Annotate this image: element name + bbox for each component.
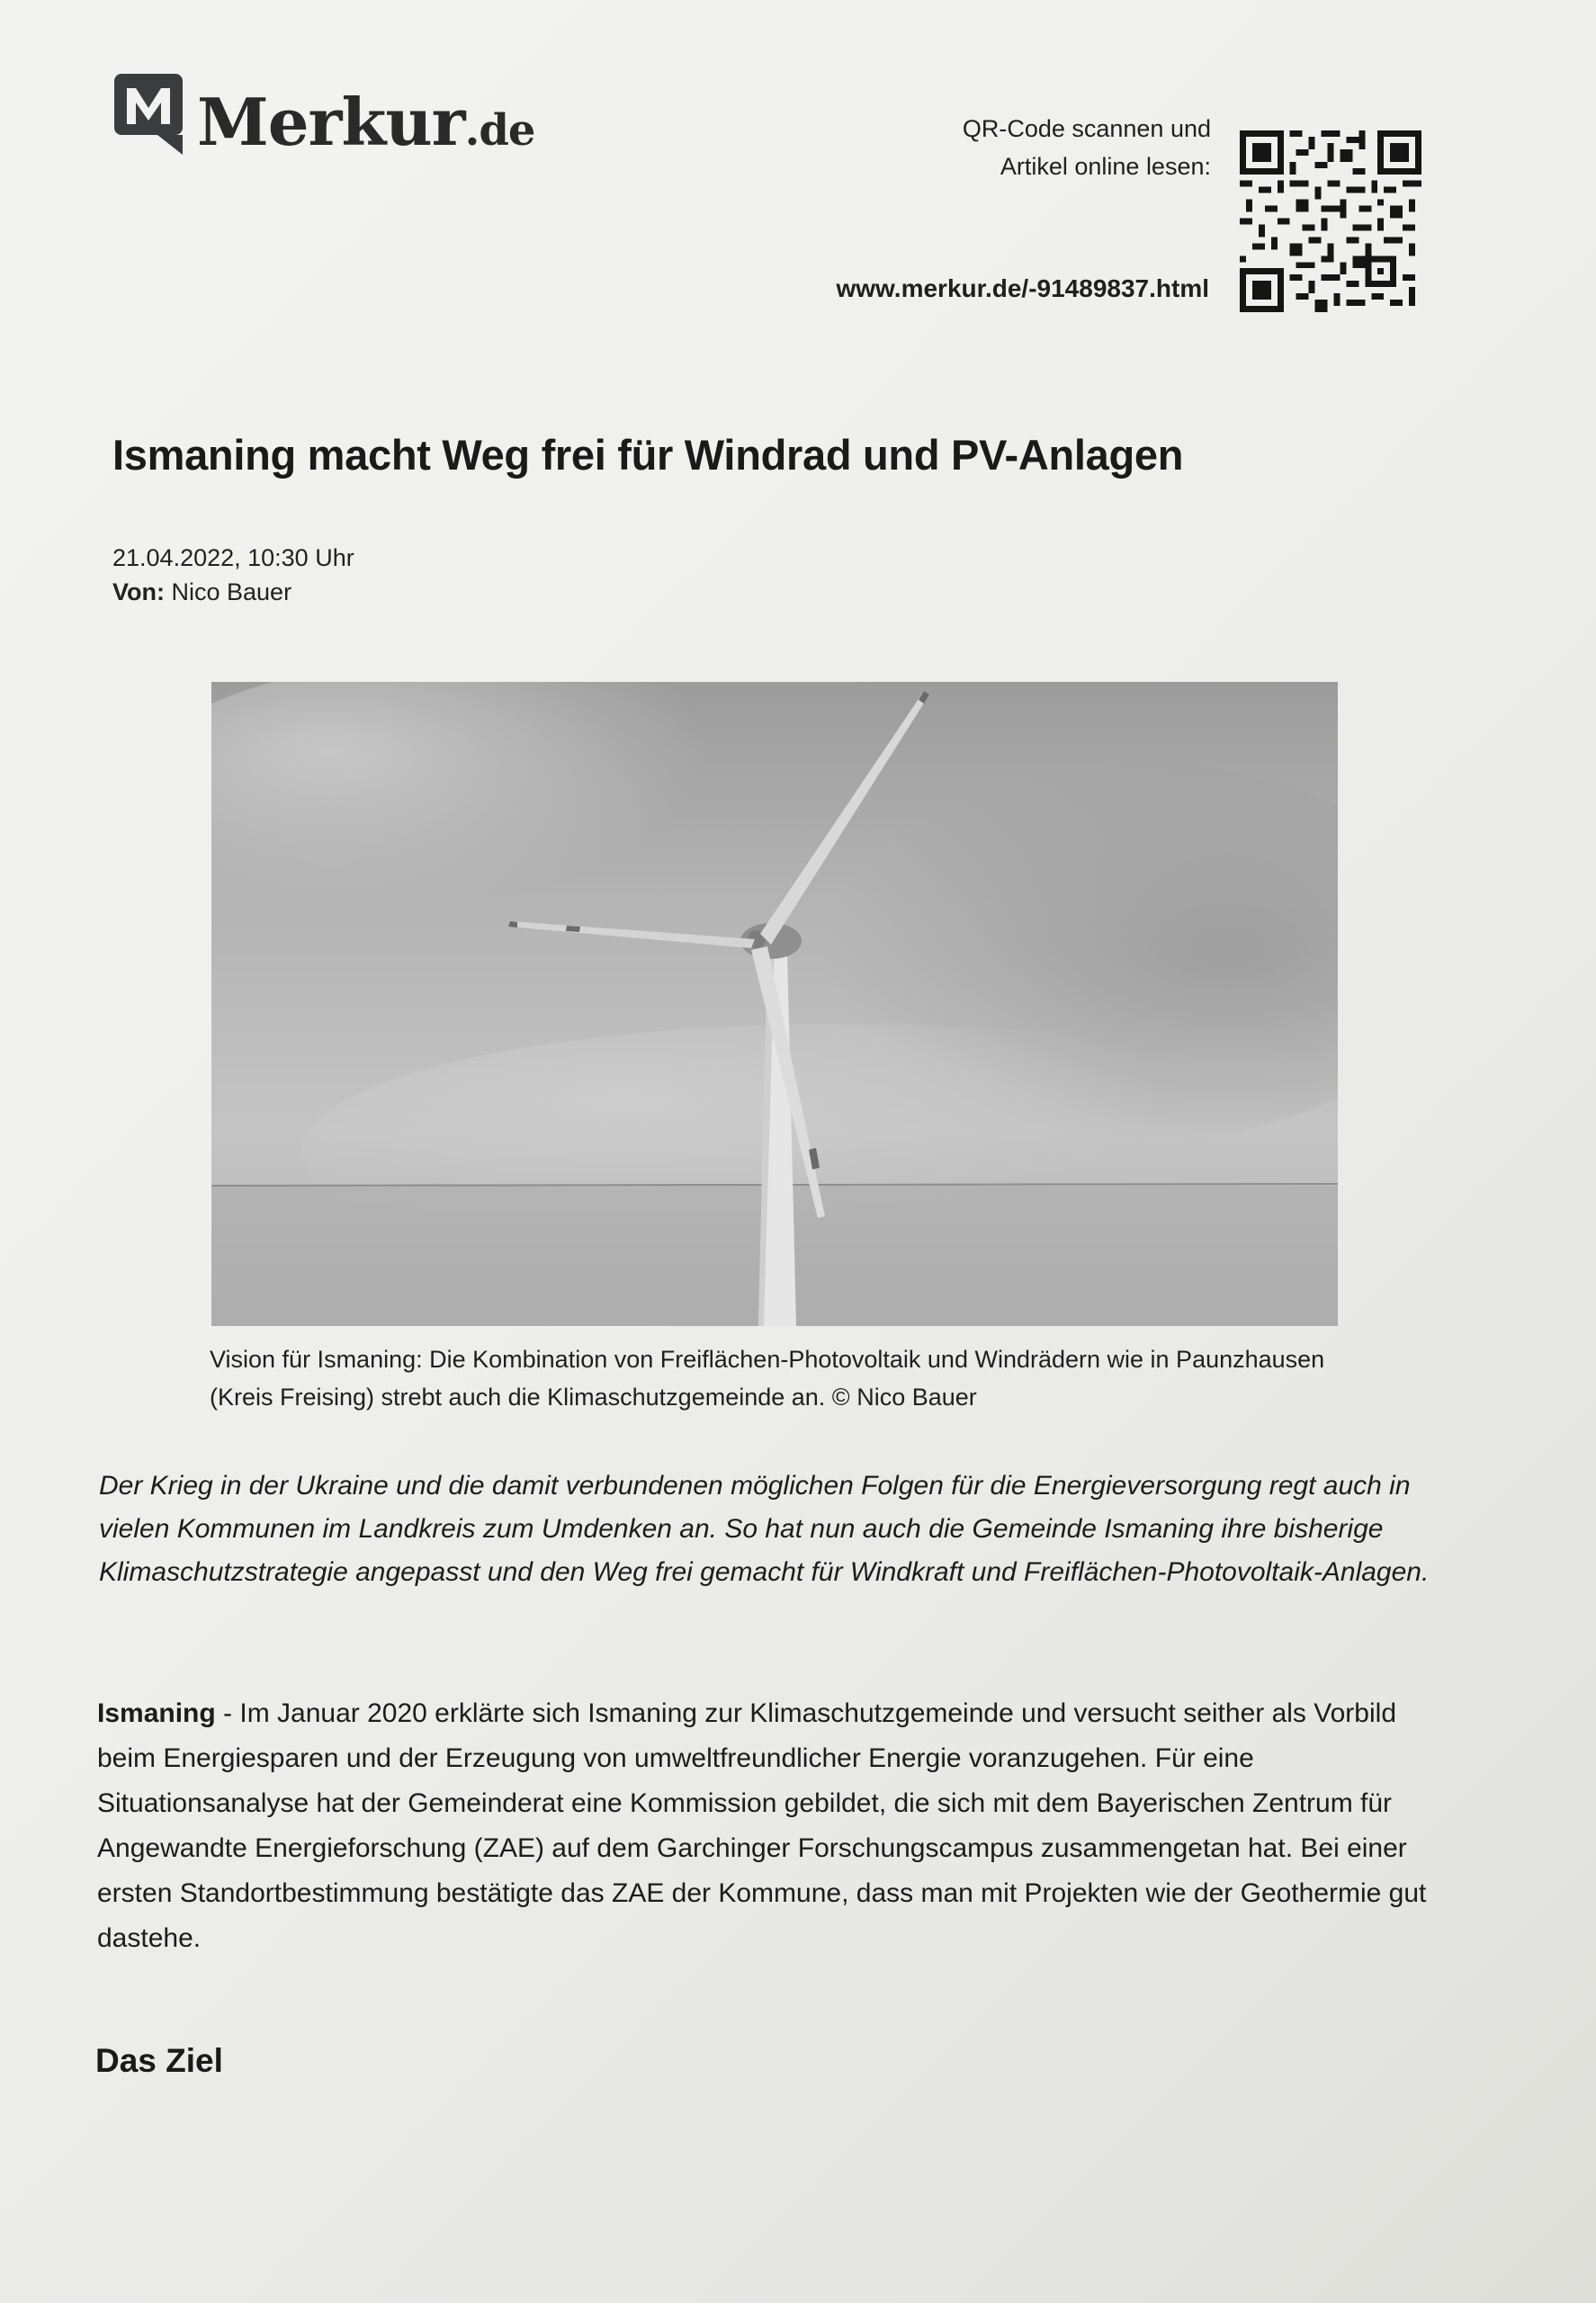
author-label: Von: — [112, 578, 165, 605]
author-name: Nico Bauer — [171, 578, 292, 605]
qr-line-2: Artikel online lesen: — [1000, 153, 1211, 180]
section-heading: Das Ziel — [95, 2042, 223, 2079]
image-caption: Vision für Ismaning: Die Kombination von Freiflächen-Photovoltaik und Windrädern wie in Paunzhausen (Kreis Freising) strebt auch die Klimaschutzgemeinde an. © Nico Bauer — [210, 1346, 1325, 1411]
article-byline — [112, 578, 291, 606]
logo-wordmark: Merkur.de — [197, 84, 535, 160]
article-date: 21.04.2022, 10:30 Uhr — [112, 544, 354, 571]
body-text: - Im Januar 2020 erklärte sich Ismaning zur Klimaschutzgemeinde und versucht seither als Vorbild beim Energiesparen und der Erzeugung von umweltfreundlicher Energie voranzugehen. Für eine Situationsanalyse hat der Gemeinderat eine Kommission gebildet, die sich mit dem Bayerischen Zentrum für Angewandte Energieforschung (ZAE) auf dem Garchinger Forschungscampus zusammengetan hat. Bei einer ersten Standortbestimmung bestätigte das ZAE der Kommune, dass man mit Projekten wie der Geothermie gut dastehe. — [97, 1698, 1427, 1953]
qr-code-icon — [1240, 128, 1421, 315]
dateline: Ismaning — [97, 1698, 216, 1728]
article-lead: Der Krieg in der Ukraine und die damit verbundenen möglichen Folgen für die Energieversorgung regt auch in vielen Kommunen im Landkreis zum Umdenken an. So hat nun auch die Gemeinde Ismaning ihre bisherige Klimaschutzstrategie angepasst und den Weg frei gemacht für Windkraft und Freiflächen-Photovoltaik-Anlagen. — [99, 1471, 1430, 1587]
qr-line-1: QR-Code scannen und — [962, 115, 1211, 142]
article-title: Ismaning macht Weg frei für Windrad und PV-Anlagen — [112, 431, 1184, 479]
merkur-logo-icon — [112, 72, 184, 155]
qr-instructions — [963, 110, 1211, 185]
article-body-paragraph — [97, 1691, 1447, 1961]
merkur-logo — [112, 72, 535, 160]
article-url: www.merkur.de/-91489837.html — [836, 274, 1209, 302]
wind-turbine-photo — [211, 682, 1338, 1326]
